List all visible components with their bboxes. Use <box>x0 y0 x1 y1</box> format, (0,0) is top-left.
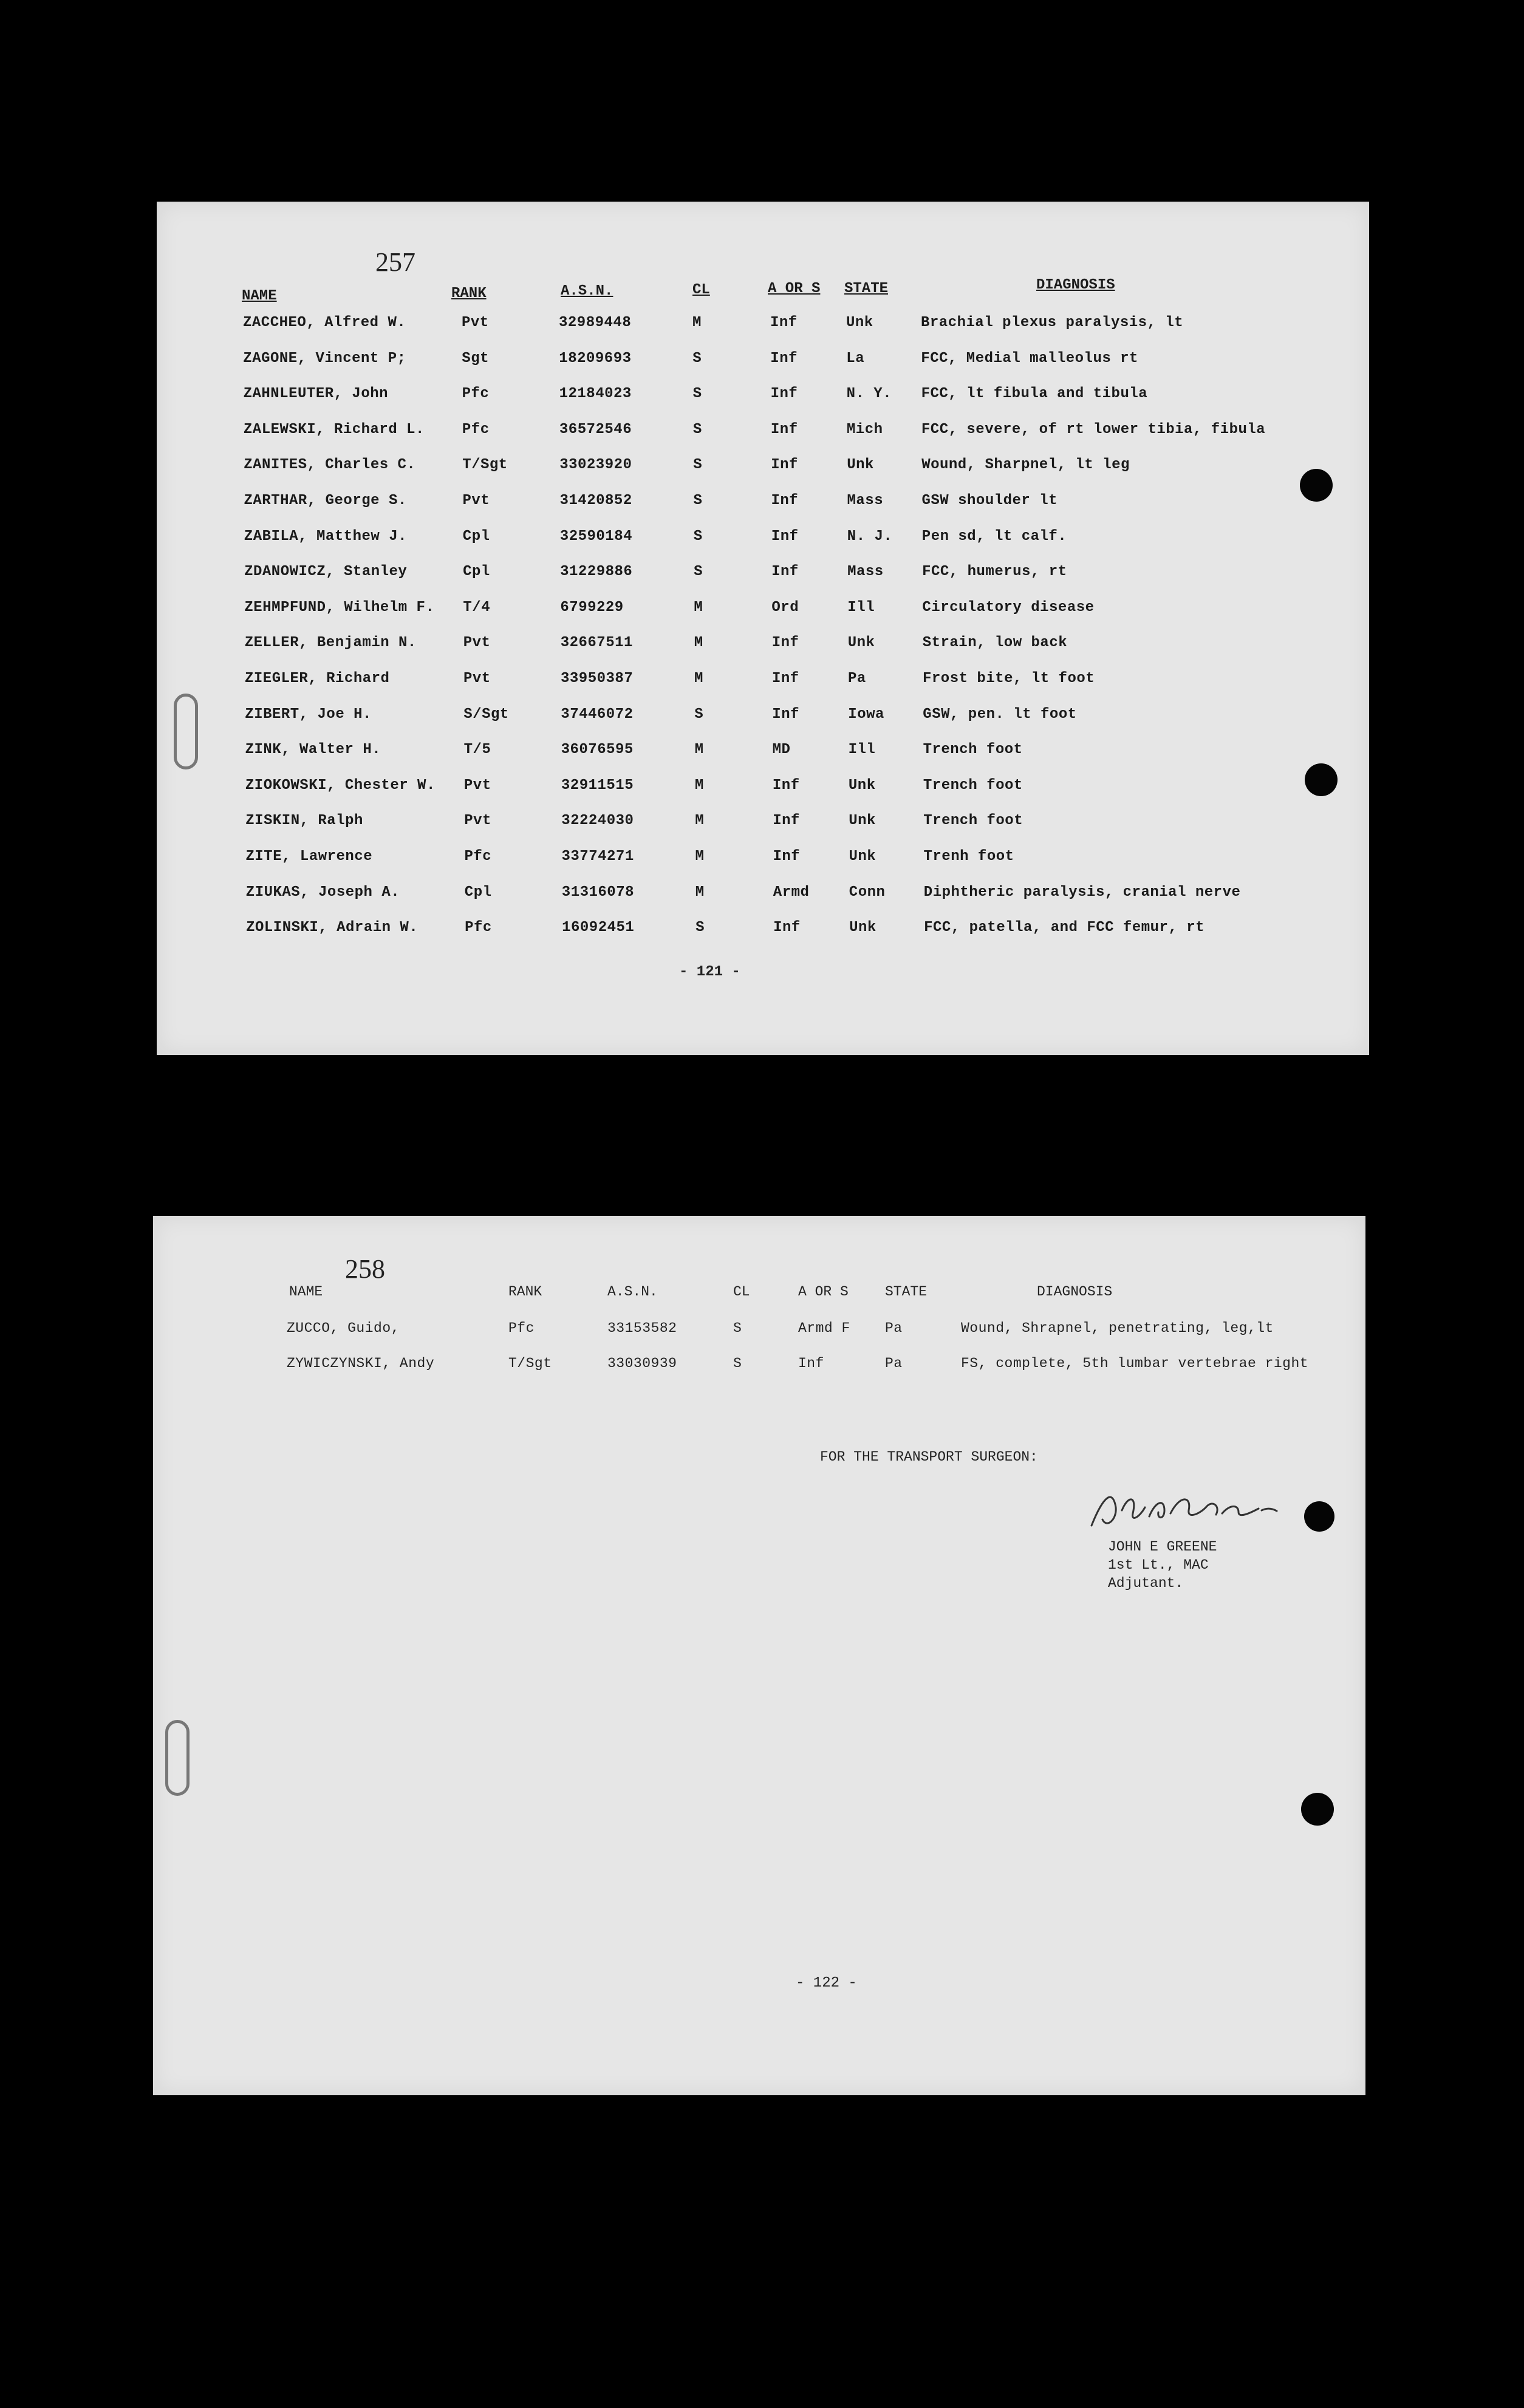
cell-state: Iowa <box>848 706 884 723</box>
table-row <box>153 1320 1365 1345</box>
signatory-name: JOHN E GREENE <box>1108 1539 1217 1555</box>
cell-state: Pa <box>885 1356 903 1371</box>
cell-rank: Pvt <box>463 777 491 794</box>
page-footer: - 121 - <box>679 964 740 980</box>
paper-clip-mark <box>165 1720 190 1796</box>
cell-state: Mass <box>847 493 884 509</box>
cell-rank: T/Sgt <box>508 1356 552 1371</box>
cell-cl: S <box>694 706 704 723</box>
cell-cl: S <box>733 1356 742 1371</box>
cell-asn: 32224030 <box>561 813 634 830</box>
cell-asn: 6799229 <box>560 599 624 616</box>
cell-diagnosis: FCC, lt fibula and tibula <box>921 386 1148 403</box>
cell-cl: M <box>694 742 704 759</box>
cell-state: Unk <box>849 813 876 830</box>
cell-asn: 36076595 <box>561 742 634 759</box>
cell-name: ZISKIN, Ralph <box>245 813 363 830</box>
cell-asn: 31229886 <box>560 564 633 581</box>
cell-diagnosis: Trenh foot <box>923 848 1014 865</box>
paper-clip-mark <box>174 694 198 769</box>
cell-name: ZEHMPFUND, Wilhelm F. <box>244 599 435 616</box>
cell-asn: 36572546 <box>559 421 632 438</box>
cell-diagnosis: FCC, severe, of rt lower tibia, fibula <box>921 421 1266 438</box>
cell-rank: Pvt <box>463 635 491 652</box>
table-row <box>157 742 1369 766</box>
cell-name: ZAHNLEUTER, John <box>243 386 389 403</box>
cell-rank: T/4 <box>463 599 491 616</box>
cell-state: N. Y. <box>846 386 892 403</box>
signatory-rank: 1st Lt., MAC <box>1108 1557 1209 1573</box>
cell-rank: Pvt <box>462 493 490 509</box>
cell-aors: Inf <box>773 848 801 865</box>
cell-asn: 18209693 <box>559 350 632 367</box>
cell-name: ZIEGLER, Richard <box>245 670 390 687</box>
cell-state: Unk <box>847 457 874 474</box>
cell-cl: M <box>695 813 705 830</box>
header-diagnosis: DIAGNOSIS <box>1036 277 1115 293</box>
punch-hole <box>1301 1793 1334 1826</box>
document-page-257 <box>157 202 1369 1055</box>
cell-cl: M <box>694 777 704 794</box>
cell-state: Unk <box>849 848 876 865</box>
cell-state: Pa <box>885 1320 903 1336</box>
cell-state: Unk <box>848 777 876 794</box>
cell-asn: 33950387 <box>561 670 634 687</box>
cell-asn: 32911515 <box>561 777 634 794</box>
cell-cl: S <box>693 528 703 545</box>
cell-diagnosis: Circulatory disease <box>922 599 1095 616</box>
cell-diagnosis: Brachial plexus paralysis, lt <box>921 315 1184 331</box>
cell-rank: Pfc <box>462 421 490 438</box>
cell-aors: Inf <box>770 386 798 403</box>
cell-diagnosis: GSW shoulder lt <box>921 493 1058 509</box>
cell-cl: S <box>692 421 702 438</box>
header-diagnosis: DIAGNOSIS <box>1037 1284 1113 1300</box>
cell-diagnosis: Trench foot <box>923 777 1023 794</box>
cell-diagnosis: FCC, Medial malleolus rt <box>921 350 1138 367</box>
page-number: 257 <box>375 247 415 277</box>
cell-name: ZDANOWICZ, Stanley <box>244 564 408 581</box>
page-footer: - 122 - <box>796 1975 857 1991</box>
punch-hole <box>1300 469 1333 502</box>
cell-aors: Inf <box>798 1356 824 1371</box>
cell-aors: Inf <box>772 670 799 687</box>
cell-aors: Inf <box>773 919 801 936</box>
cell-state: La <box>846 350 865 367</box>
cell-aors: Inf <box>771 635 799 652</box>
table-row <box>153 1356 1365 1380</box>
cell-asn: 31420852 <box>559 493 632 509</box>
cell-name: ZITE, Lawrence <box>245 848 373 865</box>
cell-asn: 12184023 <box>559 386 632 403</box>
table-row <box>157 706 1369 731</box>
cell-state: Mass <box>847 564 884 581</box>
cell-diagnosis: Strain, low back <box>922 635 1068 652</box>
cell-aors: Inf <box>770 350 798 367</box>
cell-diagnosis: Trench foot <box>923 813 1023 830</box>
cell-aors: MD <box>772 742 791 759</box>
cell-cl: S <box>692 386 702 403</box>
table-row <box>157 528 1369 553</box>
cell-rank: Pfc <box>508 1320 535 1336</box>
cell-cl: S <box>693 457 703 474</box>
table-row <box>157 564 1369 588</box>
cell-asn: 32989448 <box>559 315 632 331</box>
header-a-or-s: A OR S <box>768 281 821 297</box>
cell-asn: 32590184 <box>559 528 633 545</box>
cell-cl: S <box>733 1320 742 1336</box>
cell-rank: T/Sgt <box>462 457 508 474</box>
cell-name: ZINK, Walter H. <box>245 742 381 759</box>
cell-diagnosis: Trench foot <box>923 742 1023 759</box>
punch-hole <box>1305 763 1338 796</box>
table-row <box>157 457 1369 481</box>
cell-asn: 33774271 <box>561 848 634 865</box>
cell-cl: M <box>694 599 703 616</box>
cell-rank: Pfc <box>465 919 492 936</box>
cell-cl: S <box>692 350 702 367</box>
cell-aors: Inf <box>771 528 799 545</box>
cell-state: Pa <box>848 670 866 687</box>
cell-rank: Cpl <box>463 564 490 581</box>
handwritten-signature <box>1079 1483 1280 1538</box>
table-row <box>157 670 1369 695</box>
header-name: NAME <box>289 1284 323 1300</box>
table-row <box>157 421 1369 446</box>
header-cl: CL <box>692 282 710 298</box>
cell-asn: 31316078 <box>561 884 635 901</box>
table-row <box>157 777 1369 802</box>
header-state: STATE <box>844 281 889 297</box>
cell-state: Ill <box>848 742 876 759</box>
cell-aors: Armd <box>773 884 810 901</box>
cell-rank: S/Sgt <box>463 706 509 723</box>
cell-aors: Inf <box>771 564 799 581</box>
cell-asn: 33030939 <box>607 1356 677 1371</box>
cell-cl: M <box>694 635 703 652</box>
cell-cl: M <box>694 670 703 687</box>
table-row <box>157 635 1369 659</box>
cell-name: ZACCHEO, Alfred W. <box>243 315 406 331</box>
cell-rank: Cpl <box>462 528 490 545</box>
cell-cl: S <box>695 919 705 936</box>
cell-name: ZALEWSKI, Richard L. <box>243 421 425 438</box>
table-row <box>157 813 1369 837</box>
cell-cl: M <box>695 848 705 865</box>
cell-name: ZIBERT, Joe H. <box>245 706 372 723</box>
cell-asn: 33023920 <box>559 457 632 474</box>
cell-rank: Sgt <box>462 350 490 367</box>
cell-name: ZANITES, Charles C. <box>244 457 416 474</box>
cell-rank: Pvt <box>463 670 491 687</box>
cell-state: Ill <box>847 599 875 616</box>
cell-diagnosis: Wound, Sharpnel, lt leg <box>921 457 1130 474</box>
document-page-258 <box>153 1216 1365 2095</box>
cell-diagnosis: Frost bite, lt foot <box>923 670 1095 687</box>
cell-aors: Inf <box>771 457 798 474</box>
cell-asn: 32667511 <box>560 635 633 652</box>
cell-asn: 33153582 <box>607 1320 677 1336</box>
cell-aors: Inf <box>773 813 800 830</box>
cell-state: Unk <box>846 315 873 331</box>
header-cl: CL <box>733 1284 750 1300</box>
page-number: 258 <box>345 1254 385 1284</box>
cell-cl: S <box>694 564 703 581</box>
cell-diagnosis: Pen sd, lt calf. <box>921 528 1067 545</box>
cell-state: Conn <box>849 884 886 901</box>
cell-asn: 37446072 <box>561 706 634 723</box>
cell-asn: 16092451 <box>562 919 635 936</box>
cell-name: ZAGONE, Vincent P; <box>243 350 406 367</box>
cell-name: ZARTHAR, George S. <box>244 493 407 509</box>
cell-aors: Inf <box>771 493 799 509</box>
cell-diagnosis: FS, complete, 5th lumbar vertebrae right <box>961 1356 1309 1371</box>
for-line: FOR THE TRANSPORT SURGEON: <box>820 1449 1038 1465</box>
cell-rank: Pvt <box>462 315 489 331</box>
cell-name: ZYWICZYNSKI, Andy <box>287 1356 435 1371</box>
cell-diagnosis: FCC, patella, and FCC femur, rt <box>924 919 1205 936</box>
header-a-or-s: A OR S <box>798 1284 849 1300</box>
header-state: STATE <box>885 1284 928 1300</box>
cell-aors: Inf <box>770 315 798 331</box>
table-row <box>157 848 1369 873</box>
cell-cl: M <box>695 884 705 901</box>
cell-name: ZIUKAS, Joseph A. <box>245 884 400 901</box>
cell-state: N. J. <box>847 528 893 545</box>
cell-aors: Inf <box>770 421 798 438</box>
cell-aors: Inf <box>772 706 800 723</box>
cell-aors: Ord <box>771 599 799 616</box>
cell-name: ZIOKOWSKI, Chester W. <box>245 777 436 794</box>
cell-cl: M <box>692 315 702 331</box>
cell-aors: Inf <box>772 777 800 794</box>
header-name: NAME <box>242 288 277 304</box>
cell-rank: Pfc <box>464 848 492 865</box>
table-row <box>157 919 1369 944</box>
cell-rank: Pvt <box>464 813 491 830</box>
cell-diagnosis: FCC, humerus, rt <box>922 564 1067 581</box>
table-row <box>157 493 1369 517</box>
cell-rank: Cpl <box>464 884 492 901</box>
cell-name: ZABILA, Matthew J. <box>244 528 408 545</box>
cell-diagnosis: Wound, Shrapnel, penetrating, leg,lt <box>961 1320 1274 1336</box>
cell-name: ZOLINSKI, Adrain W. <box>246 919 419 936</box>
signatory-title: Adjutant. <box>1108 1575 1184 1591</box>
table-row <box>157 884 1369 909</box>
punch-hole <box>1304 1501 1334 1532</box>
header-rank: RANK <box>508 1284 542 1300</box>
table-row <box>157 386 1369 410</box>
table-row <box>157 315 1369 339</box>
cell-diagnosis: Diphtheric paralysis, cranial nerve <box>923 884 1241 901</box>
cell-state: Mich <box>846 421 883 438</box>
cell-rank: Pfc <box>462 386 490 403</box>
table-row <box>157 350 1369 375</box>
cell-state: Unk <box>847 635 875 652</box>
cell-rank: T/5 <box>463 742 491 759</box>
header-rank: RANK <box>451 285 487 302</box>
cell-cl: S <box>693 493 703 509</box>
cell-name: ZUCCO, Guido, <box>287 1320 400 1336</box>
cell-diagnosis: GSW, pen. lt foot <box>923 706 1077 723</box>
cell-state: Unk <box>849 919 876 936</box>
cell-name: ZELLER, Benjamin N. <box>244 635 417 652</box>
header-asn: A.S.N. <box>561 283 613 299</box>
table-row <box>157 599 1369 624</box>
header-asn: A.S.N. <box>607 1284 658 1300</box>
cell-aors: Armd F <box>798 1320 850 1336</box>
